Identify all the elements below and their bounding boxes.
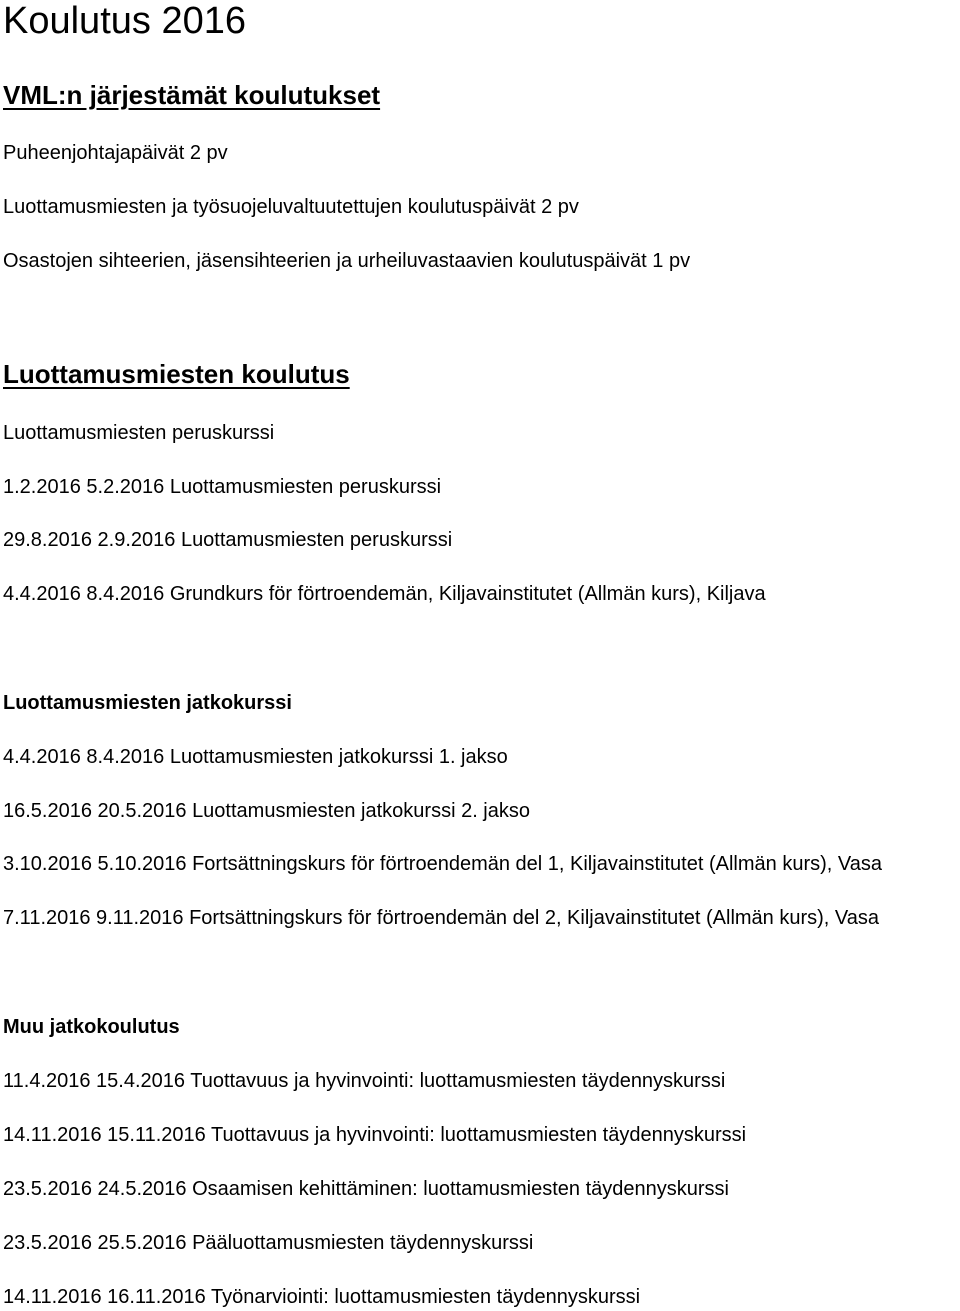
course-entry: 29.8.2016 2.9.2016 Luottamusmiesten peruskurssi bbox=[3, 529, 453, 551]
course-entry: 16.5.2016 20.5.2016 Luottamusmiesten jatkokurssi 2. jakso bbox=[3, 800, 530, 822]
course-entry: 23.5.2016 25.5.2016 Pääluottamusmiesten täydennyskurssi bbox=[3, 1232, 534, 1254]
course-entry: 23.5.2016 24.5.2016 Osaamisen kehittäminen: luottamusmiesten täydennyskurssi bbox=[3, 1178, 729, 1200]
section-heading-vml-courses: VML:n järjestämät koulutukset bbox=[3, 80, 381, 110]
course-entry: 11.4.2016 15.4.2016 Tuottavuus ja hyvinvointi: luottamusmiesten täydennyskurssi bbox=[3, 1070, 726, 1092]
course-entry: 7.11.2016 9.11.2016 Fortsättningskurs för förtroendemän del 2, Kiljavainstitutet (Allmän kurs), Vasa bbox=[3, 907, 880, 929]
subheading-basic-course: Luottamusmiesten peruskurssi bbox=[3, 422, 275, 444]
section-heading-shop-steward-training: Luottamusmiesten koulutus bbox=[3, 359, 350, 389]
course-entry: 14.11.2016 15.11.2016 Tuottavuus ja hyvinvointi: luottamusmiesten täydennyskurssi bbox=[3, 1124, 747, 1146]
subheading-continuation-course: Luottamusmiesten jatkokurssi bbox=[3, 692, 292, 714]
subheading-other-continuation: Muu jatkokoulutus bbox=[3, 1016, 180, 1038]
course-entry: 1.2.2016 5.2.2016 Luottamusmiesten peruskurssi bbox=[3, 476, 442, 498]
course-entry: 14.11.2016 16.11.2016 Työnarviointi: luottamusmiesten täydennyskurssi bbox=[3, 1286, 641, 1308]
course-entry: 3.10.2016 5.10.2016 Fortsättningskurs för förtroendemän del 1, Kiljavainstitutet (Allmän kurs), Vasa bbox=[3, 853, 882, 875]
list-item: Puheenjohtajapäivät 2 pv bbox=[3, 142, 228, 164]
list-item: Luottamusmiesten ja työsuojeluvaltuutettujen koulutuspäivät 2 pv bbox=[3, 196, 579, 218]
course-entry: 4.4.2016 8.4.2016 Grundkurs för förtroendemän, Kiljavainstitutet (Allmän kurs), Kiljava bbox=[3, 583, 766, 605]
course-entry: 4.4.2016 8.4.2016 Luottamusmiesten jatkokurssi 1. jakso bbox=[3, 746, 508, 768]
list-item: Osastojen sihteerien, jäsensihteerien ja urheiluvastaavien koulutuspäivät 1 pv bbox=[3, 250, 691, 272]
document-title: Koulutus 2016 bbox=[3, 0, 246, 42]
